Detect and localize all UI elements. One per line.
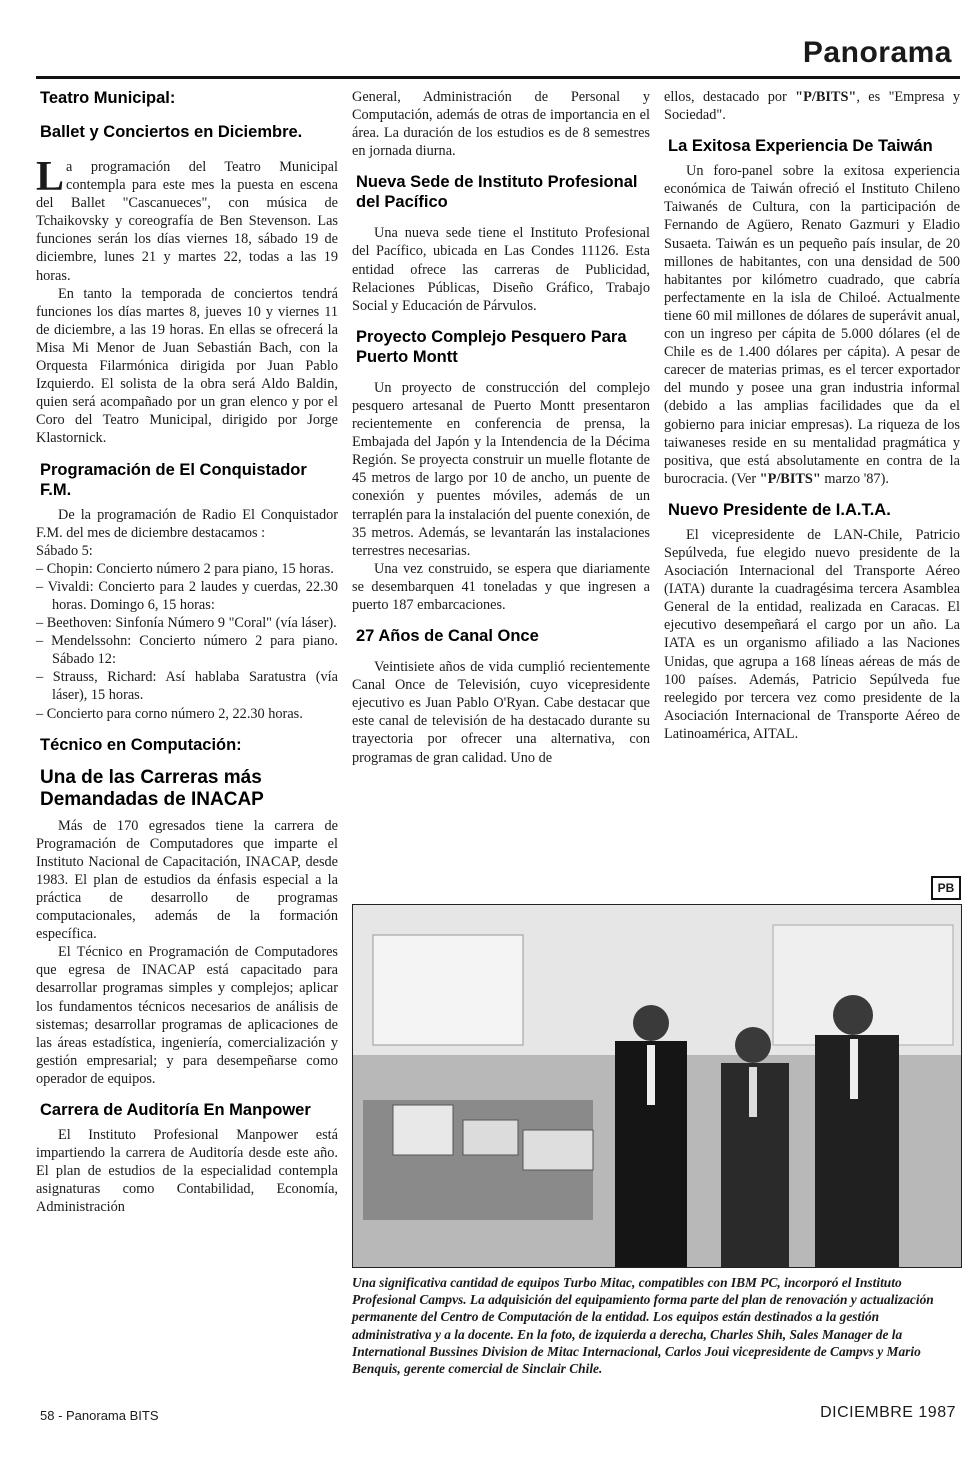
conquistador-intro: De la programación de Radio El Conquistador F.M. del mes de diciembre destacamos : (36, 506, 338, 541)
section-title: Panorama (802, 36, 952, 69)
teatro-heading: Teatro Municipal: (40, 89, 176, 107)
continued-paragraph: General, Administración de Personal y Computación, además de otras de importancia en el área. La duración de los estudios es de 8 semestres en jornada diurna. (352, 89, 650, 160)
list-item: – Beethoven: Sinfonía Número 9 "Coral" (vía láser). (36, 615, 337, 632)
photo-caption: Una significativa cantidad de equipos Turbo Mitac, compatibles con IBM PC, incorporó el Instituto Profesional Campvs. La adquisición del equipamiento forma parte del plan de renovación y actualización permanente del Centro de Computación de la entidad. Los equipos están destinados a la gestión administrativa y a la docente. En la foto, de izquierda a derecha, Charles Shih, Sales Manager de la International Bussines Division de Mitac Internacional, Carlos Joui vicepresidente de Campvs y Mario Benquis, gerente comercial de Sinclair Chile. (352, 1275, 934, 1377)
pesquero-paragraph-1: Un proyecto de construcción del complejo pesquero artesanal de Puerto Montt presentaron recientemente en conferencia de prensa, la Embajada del Japón y la Intendencia de la Décima Región. Se proyecta construir un muelle flotante de 45 metros de largo por 10 de ancho, un puente de conexión y puentes móviles, además de un terraplén para la instalación del puente conexión, de 35 metros. Además, se levantarán las instalaciones terrestres necesarias. (352, 379, 650, 559)
pesquero-heading: Proyecto Complejo Pesquero Para Puerto Montt (356, 327, 627, 366)
pb-badge: PB (931, 876, 961, 900)
list-item: – Concierto para corno número 2, 22.30 horas. (36, 705, 303, 722)
photo (352, 904, 962, 1268)
iata-heading: Nuevo Presidente de I.A.T.A. (668, 500, 891, 519)
page-header (36, 32, 960, 79)
page-number: 58 - Panorama BITS (40, 1408, 159, 1423)
canal-once-paragraph: Veintisiete años de vida cumplió recientemente Canal Once de Televisión, cuyo vicepresidente ejecutivo es Juan Pablo O'Ryan. Cabe destacar que este canal de televisión de ha destacado durante su trayectoria por ofrecer una alternativa, con programas de gran calidad. Uno de (352, 659, 650, 766)
pbits-reference: "P/BITS" (759, 470, 821, 487)
sede-paragraph: Una nueva sede tiene el Instituto Profesional del Pacífico, ubicada en Las Condes 11126. Esta entidad ofrece las carreras de Publicidad, Relaciones Públicas, Diseño Gráfico, Trabajo Social y Educación de Párvulos. (352, 225, 650, 314)
tecnico-heading: Técnico en Computación: (40, 735, 242, 754)
photo-illustration (353, 905, 961, 1267)
column-2 (352, 88, 650, 767)
continued-paragraph: ellos, destacado por "P/BITS", es "Empresa y Sociedad". (664, 89, 960, 124)
teatro-subheading: Ballet y Conciertos en Diciembre. (40, 123, 303, 141)
canal-once-heading: 27 Años de Canal Once (356, 627, 539, 646)
teatro-paragraph-1: La programación del Teatro Municipal contempla para este mes la puesta en escena del Ballet "Cascanueces", con música de Tchaikovsky y coreografía de Ben Stevenson. Las funciones serán los días viernes 18, sábado 19 de diciembre, lunes 21 y martes 22, todas a las 19 horas. (36, 154, 338, 284)
conquistador-heading: Programación de El Conquistador F.M. (40, 460, 307, 499)
list-item: – Mendelssohn: Concierto número 2 para piano. Sábado 12: (36, 633, 338, 668)
tecnico-subheading: Una de las Carreras más Demandadas de INACAP (40, 766, 264, 810)
iata-paragraph: El vicepresidente de LAN-Chile, Patricio Sepúlveda, fue elegido nuevo presidente de la Asociación Internacional del Transporte Aéreo (IATA) durante la cuadragésima tercera Asamblea General de la entidad, realizada en Caracas. El ejecutivo desempeñará el cargo por un año. La IATA es un organismo afiliado a las Naciones Unidas, que agrupa a 168 líneas aéreas de más de 100 países. Además, Patricio Sepúlveda fue reelegido por tercera vez como presidente de la Asociación Internacional de Transporte Aéreo de Latinoamérica, AITAL. (664, 526, 960, 742)
pbits-reference: "P/BITS" (795, 89, 857, 105)
list-item: – Strauss, Richard: Así hablaba Saratustra (vía láser), 15 horas. (36, 669, 338, 704)
column-3 (664, 88, 960, 743)
list-item: – Vivaldi: Concierto para 2 laudes y cuerdas, 22.30 horas. Domingo 6, 15 horas: (36, 578, 338, 613)
manpower-paragraph: El Instituto Profesional Manpower está impartiendo la carrera de Auditoría desde este año. El plan de estudios de la especialidad contempla asignaturas como Contabilidad, Economía, Administración (36, 1127, 338, 1216)
program-list (36, 560, 338, 723)
taiwan-heading: La Exitosa Experiencia De Taiwán (668, 137, 933, 156)
teatro-paragraph-2: En tanto la temporada de conciertos tendrá funciones los días martes 8, jueves 10 y viernes 11 de diciembre, a las 19 horas. En ellas se ofrecerá la Misa Mi Menor de Juan Sebastián Bach, con la Orquesta Filarmónica dirigida por Juan Pablo Izquierdo. El solista de la obra será Aldo Baldin, quien será acompañado por un gran elenco y por el Coro del Teatro Municipal, dirigido por Jorge Klastornick. (36, 285, 338, 447)
column-1 (36, 88, 338, 1217)
conquistador-day: Sábado 5: (36, 542, 93, 559)
tecnico-paragraph-2: El Técnico en Programación de Computadores que egresa de INACAP está capacitado para desarrollar programas simples y complejos; aplicar los fundamentos técnicos necesarios de análisis de sistemas; desarrollar programas de aplicaciones de las áreas estadística, ingeniería, comercialización y gestión empresarial; y para desempeñarse como operador de equipos. (36, 944, 338, 1087)
drop-cap: L (36, 154, 65, 200)
manpower-heading: Carrera de Auditoría En Manpower (40, 1101, 311, 1120)
taiwan-paragraph: Un foro-panel sobre la exitosa experiencia económica de Taiwán ofreció el Instituto Chileno Taiwanés de Cultura, con la participación de Fernando de Agüero, Renato Gazmuri y Eladio Susaeta. Taiwán es un pequeño país insular, de 20 millones de habitantes, con una densidad de 500 habitantes por kilómetro cuadrado, que cabría perfectamente en la isla de Chiloé. Actualmente tiene 60 mil millones de dólares de superávit anual, con un ingreso per cápita de 5.000 dólares (el de Chile es de 1.400 dólares per cápita). A pesar de carecer de materias primas, es el tercer exportador del mundo y posee una gran industria informal (debido a las amplias facilidades que da el gobierno para iniciar empresas). La riqueza de los taiwaneses reside en su mentalidad pragmática y positiva, que está absolutamente en contra de la burocracia. (Ver "P/BITS" marzo '87). (664, 163, 960, 487)
issue-date: DICIEMBRE 1987 (820, 1404, 956, 1421)
pesquero-paragraph-2: Una vez construido, se espera que diariamente se desembarquen 41 toneladas y que ingresen a puerto 187 embarcaciones. (352, 560, 650, 613)
list-item: – Chopin: Concierto número 2 para piano, 15 horas. (36, 560, 334, 577)
tecnico-paragraph-1: Más de 170 egresados tiene la carrera de Programación de Computadores que imparte el Instituto Nacional de Capacitación, INACAP, desde 1983. El plan de estudios da énfasis especial a la práctica de desarrollo de programas computacionales, además de la formación específica. (36, 817, 338, 943)
sede-heading: Nueva Sede de Instituto Profesional del Pacífico (356, 173, 638, 212)
